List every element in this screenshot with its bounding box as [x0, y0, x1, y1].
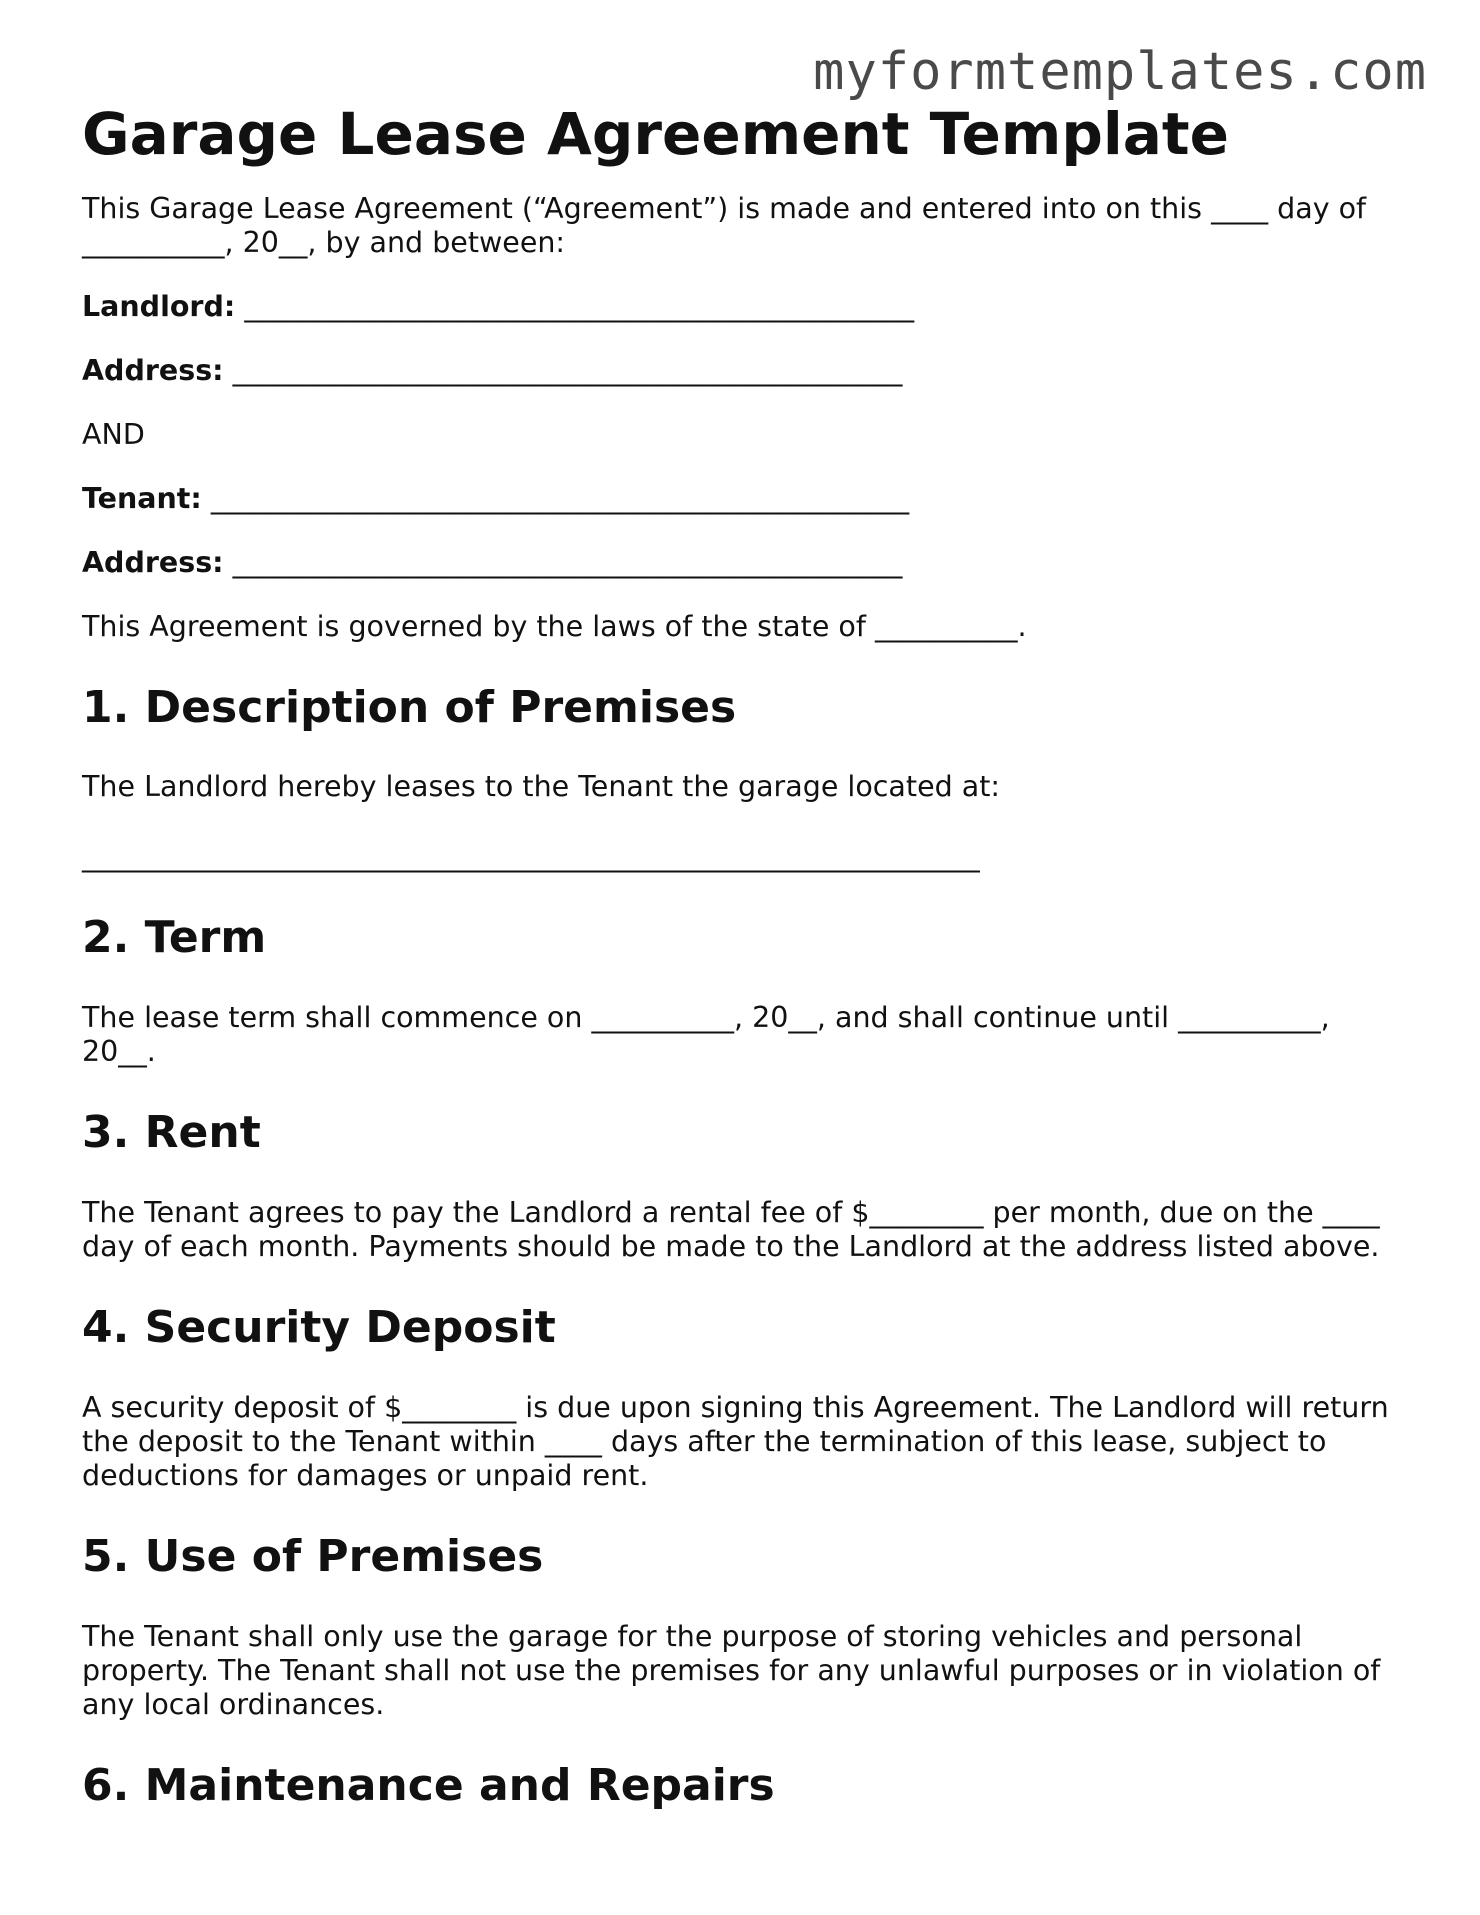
section-heading-premises: 1. Description of Premises [82, 681, 737, 733]
section-heading-maintenance: 6. Maintenance and Repairs [82, 1759, 775, 1811]
landlord-blank: _______________________________________________ [235, 289, 915, 323]
tenant-blank: _________________________________________________ [201, 481, 910, 515]
and-separator: AND [82, 417, 145, 451]
landlord-label: Landlord: [82, 289, 236, 323]
document-page [82, 100, 1412, 1812]
tenant-address-line [82, 546, 1412, 580]
landlord-address-label: Address: [82, 353, 224, 387]
governing-law-paragraph: This Agreement is governed by the laws of the state of __________. [82, 609, 1027, 643]
tenant-address-label: Address: [82, 545, 224, 579]
document-title: Garage Lease Agreement Template [82, 100, 1229, 168]
section-heading-use-of-premises: 5. Use of Premises [82, 1530, 544, 1582]
section-body-term: The lease term shall commence on __________, 20__, and shall continue until __________, 20__. [82, 1001, 1330, 1069]
section-body-security-deposit: A security deposit of $________ is due upon signing this Agreement. The Landlord will return the deposit to the Tenant within ____ days after the termination of this lease, subject to deductions for damages or unpaid rent. [82, 1390, 1389, 1492]
landlord-address-blank: _______________________________________________ [223, 353, 903, 387]
tenant-label: Tenant: [82, 481, 202, 515]
tenant-address-blank: _______________________________________________ [223, 545, 903, 579]
landlord-line [82, 290, 1412, 324]
tenant-line [82, 482, 1412, 516]
section-body-use-of-premises: The Tenant shall only use the garage for the purpose of storing vehicles and personal property. The Tenant shall not use the premises for any unlawful purposes or in violation of any local ordinances. [82, 1619, 1381, 1721]
intro-paragraph: This Garage Lease Agreement (“Agreement”) is made and entered into on this ____ day of __________, 20__, by and between: [82, 191, 1367, 259]
section-heading-security-deposit: 4. Security Deposit [82, 1301, 556, 1353]
landlord-address-line [82, 354, 1412, 388]
section-body-premises: The Landlord hereby leases to the Tenant the garage located at: [82, 770, 1000, 804]
section-heading-term: 2. Term [82, 912, 267, 964]
premises-address-blank: _______________________________________________________________ [82, 840, 980, 874]
watermark-site-name: myformtemplates.com [813, 42, 1427, 102]
section-heading-rent: 3. Rent [82, 1107, 261, 1159]
section-body-rent: The Tenant agrees to pay the Landlord a rental fee of $________ per month, due on the ____ day of each month. Payments should be made to the Landlord at the address listed above. [82, 1195, 1380, 1263]
